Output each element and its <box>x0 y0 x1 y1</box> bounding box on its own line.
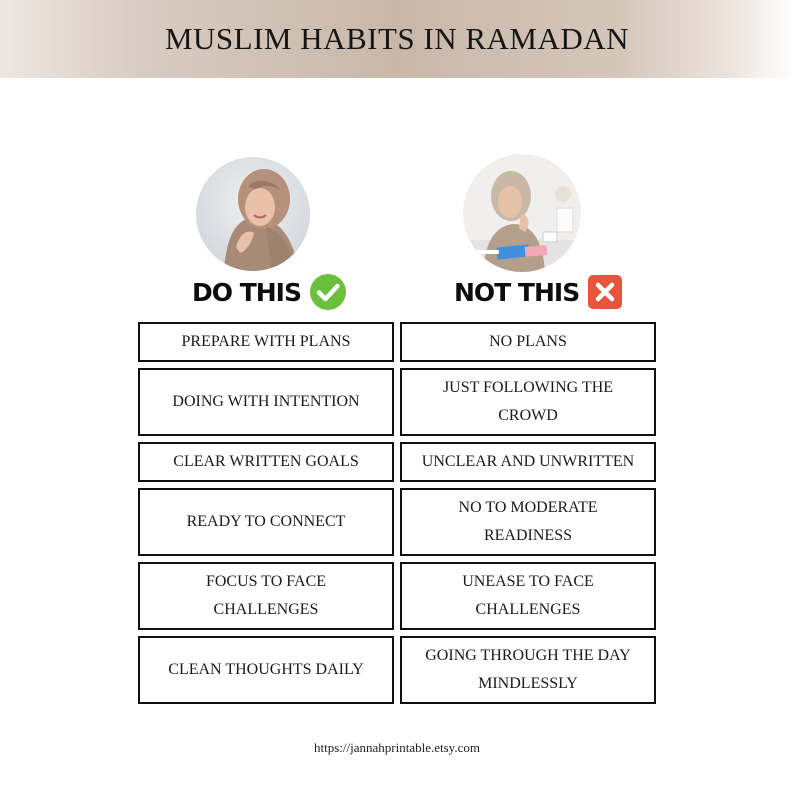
do-item-3: CLEAR WRITTEN GOALS <box>138 442 394 482</box>
do-this-heading <box>192 272 347 312</box>
not-this-label: NOT THIS <box>454 277 580 307</box>
do-item-1: PREPARE WITH PLANS <box>138 322 394 362</box>
thoughtful-woman-photo <box>463 154 581 272</box>
check-circle-icon <box>309 273 347 311</box>
do-item-4: READY TO CONNECT <box>138 488 394 556</box>
title-banner <box>0 0 794 78</box>
smiling-woman-photo <box>196 157 310 271</box>
x-box-icon <box>587 274 623 310</box>
do-item-6: CLEAN THOUGHTS DAILY <box>138 636 394 704</box>
footer-url[interactable]: https://jannahprintable.etsy.com <box>314 740 480 755</box>
dont-item-1: NO PLANS <box>400 322 656 362</box>
not-this-heading <box>454 272 623 312</box>
dont-item-6: GOING THROUGH THE DAY MINDLESSLY <box>400 636 656 704</box>
dont-item-3: UNCLEAR AND UNWRITTEN <box>400 442 656 482</box>
do-this-label: DO THIS <box>192 277 301 307</box>
do-item-2: DOING WITH INTENTION <box>138 368 394 436</box>
page-title: MUSLIM HABITS IN RAMADAN <box>164 21 630 56</box>
dont-item-2: JUST FOLLOWING THE CROWD <box>400 368 656 436</box>
dont-item-4: NO TO MODERATE READINESS <box>400 488 656 556</box>
do-item-5: FOCUS TO FACE CHALLENGES <box>138 562 394 630</box>
dont-item-5: UNEASE TO FACE CHALLENGES <box>400 562 656 630</box>
